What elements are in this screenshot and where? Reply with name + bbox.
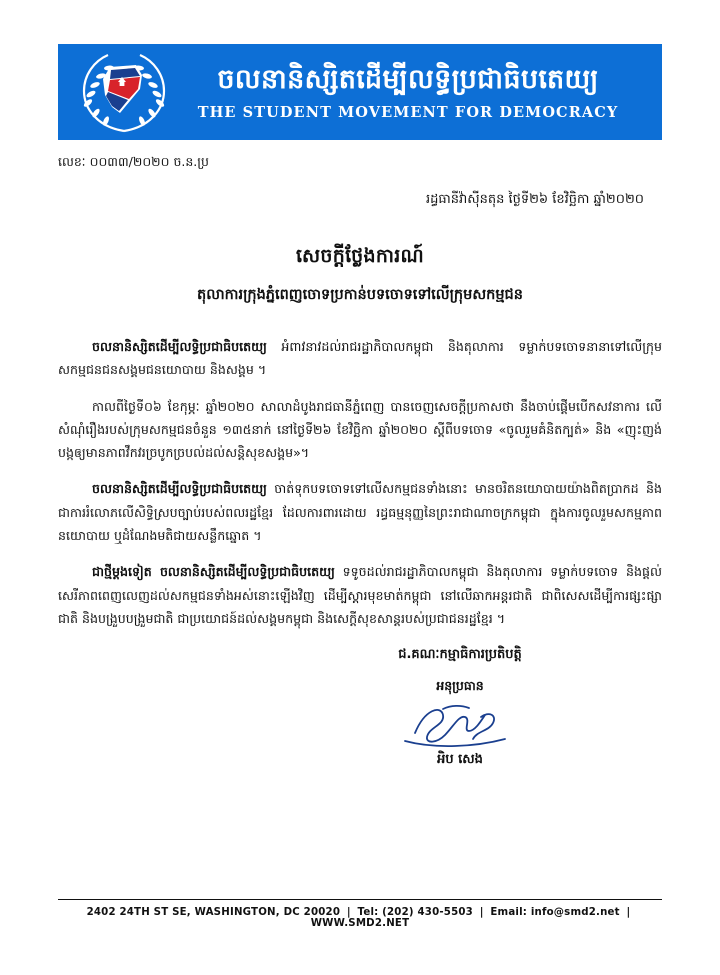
page-subtitle: តុលាការក្រុងភ្នំពេញចោទប្រកាន់បទចោទទៅលើក្រុមសកម្មជន xyxy=(197,287,523,303)
org-mention-2: ចលនានិស្សិតដើម្បីលទ្ធិប្រជាធិបតេយ្យ xyxy=(92,481,267,497)
footer-separator-2: | xyxy=(479,907,484,918)
paragraph-1-text: អំពាវនាវដល់រាជរដ្ឋាភិបាលកម្ពុជា និងតុលាការ ទម្លាក់បទចោទនានាទៅលើក្រុមសកម្មជនជនសង្គមជនយោបាយ និងសង្គម ។ xyxy=(58,339,662,378)
signatory-name: អិប សេង xyxy=(437,752,483,768)
signature-committee: ជ.គណៈកម្មាធិការប្រតិបត្តិ xyxy=(398,647,522,663)
footer-website: WWW.SMD2.NET xyxy=(310,918,410,929)
footer-email: Email: info@smd2.net xyxy=(490,907,620,918)
statement-body xyxy=(58,335,662,630)
organization-name-english: THE STUDENT MOVEMENT FOR DEMOCRACY xyxy=(197,103,619,121)
paragraph-4 xyxy=(58,560,662,630)
signature-role: អនុប្រធាន xyxy=(436,678,484,694)
paragraph-3-text: ចាត់ទុកបទចោទទៅលើសកម្មជនទាំងនោះ មានចរិតនយោបាយយ៉ាងពិតប្រាកដ និងជាការរំលោភលើសិទ្ធិស្របច្បាប់របស់ពលរដ្ឋខ្មែរ ដែលការពារដោយ រដ្ធធម្មនុញ្ញនៃព្រះរាជាណាចក្រកម្ពុជា ក្នុងការចូលរួមសកម្មភាពនយោបាយ ឬដំណែងមតិជាយសន្លឹកឆ្នោត ។ xyxy=(58,481,662,544)
cambodia-map-laurel-logo xyxy=(72,49,176,135)
signature-block xyxy=(58,646,662,770)
footer-tel: Tel: (202) 430-5503 xyxy=(357,907,473,918)
org-mention-1: ចលនានិស្សិតដើម្បីលទ្ធិប្រជាធិបតេយ្យ xyxy=(92,339,267,354)
banner-text xyxy=(176,63,648,121)
document-page xyxy=(0,44,720,975)
paragraph-2 xyxy=(58,395,662,465)
footer-address: 2402 24TH ST SE, WASHINGTON, DC 20020 xyxy=(86,907,341,918)
paragraph-3 xyxy=(58,477,662,547)
handwritten-signature xyxy=(258,697,662,749)
paragraph-2-text: កាលពីថ្ងៃទី០៦ ខែកុម្ភៈ ឆ្នាំ២០២០ សាលាដំបូងរាជធានីភ្នំពេញ បានចេញសេចក្តីប្រកាសថា នឹងចាប់ផ្តើមបើកសវនាការ លើសំណុំរឿងរបស់ក្រុមសកម្មជនចំនួន ១៣៥នាក់ នៅថ្ងៃទី២៦ ខែវិច្ឆិកា ឆ្នាំ២០២០ ស្តីពីបទចោទ «ចូលរួមគំនិតក្បត់» និង «ញុះញង់បង្កឲ្យមានភាពវឹកវរច្របូកច្របល់ដល់សន្តិសុខសង្គម»។ xyxy=(58,398,662,461)
organization-name-khmer: ចលនានិស្សិតដើម្បីលទ្ធិប្រជាធិបតេយ្យ xyxy=(217,64,599,96)
page-title: សេចក្ដីថ្លែងការណ៍ xyxy=(295,245,425,267)
footer-separator-1: | xyxy=(346,907,351,918)
footer-divider xyxy=(58,899,662,900)
paragraph-1 xyxy=(58,335,662,382)
place-and-date: រដ្ធធានីវ៉ាស៊ីនតុន ថ្ងៃទី២៦ ខែវិច្ឆិកា ឆ្នាំ២០២០ xyxy=(425,192,644,207)
org-mention-3: ជាថ្មីម្តងទៀត ចលនានិស្សិតដើម្បីលទ្ធិប្រជាធិបតេយ្យ xyxy=(92,564,335,580)
footer-separator-3: | xyxy=(626,907,631,918)
reference-number: លេខៈ ០០៣៣/២០២០ ច.ន.ប្រ xyxy=(58,154,209,169)
letterhead-banner xyxy=(58,44,662,140)
footer xyxy=(58,899,662,929)
footer-contact-line xyxy=(58,907,662,929)
paragraph-4-text: ទទូចដល់រាជរដ្ឋាភិបាលកម្ពុជា និងតុលាការ ទម្លាក់បទចោទ និងផ្ដល់សេរីភាពពេញលេញដល់សកម្មជនទាំងអស់នោះឡើងវិញ ដើម្បីស្ដារមុខមាត់កម្ពុជា នៅលើឆាកអន្តរជាតិ ជាពិសេសដើម្បីការផ្សះផ្សាជាតិ និងបង្រួបបង្រួមជាតិ ជាប្រយោជន៍ដល់សង្គមកម្ពុជា និងសេក្តីសុខសាន្តរបស់ប្រជាជនរដ្ឋខ្មែរ ។ xyxy=(58,564,662,626)
